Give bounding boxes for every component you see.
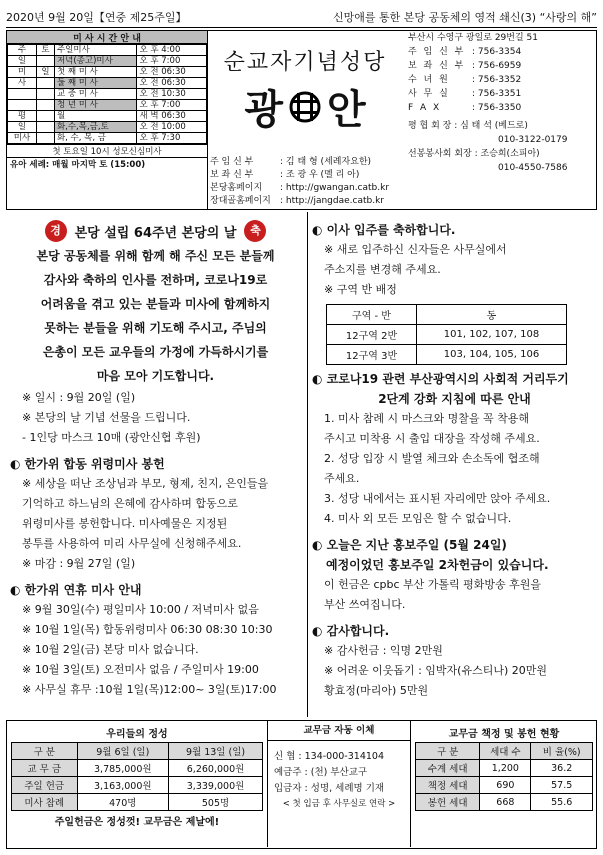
thanks-details xyxy=(308,641,597,701)
media-sunday-title-2: 예정이었던 홍보주일 2차헌금이 있습니다. xyxy=(326,558,549,572)
mass-cell: 미사 xyxy=(8,133,37,144)
table-cell: 36.2 xyxy=(531,760,593,777)
transfer-line: 신 협 : 134-000-314104 xyxy=(274,751,385,762)
mass-row xyxy=(8,45,207,56)
guideline-line: 4. 미사 외 모든 모임은 할 수 없습니다. xyxy=(324,512,512,525)
top-bar xyxy=(6,6,597,28)
anniversary-details xyxy=(6,388,305,448)
table-cell: 3,785,000원 xyxy=(77,760,169,777)
detail-line: ※ 9월 30일(수) 평일미사 10:00 / 저녁미사 없음 xyxy=(22,603,259,616)
contact-number: : 756-6959 xyxy=(472,61,522,71)
detail-line: ※ 10월 3일(토) 오전미사 없음 / 주일미사 19:00 xyxy=(22,663,259,676)
contact-row xyxy=(408,59,598,73)
infant-baptism: 유아 세례: 매월 마지막 토 (15:00) xyxy=(7,157,207,171)
mass-cell: 월 xyxy=(54,111,137,122)
table-cell: 690 xyxy=(480,777,531,794)
bottom-panel xyxy=(6,720,597,849)
mass-cell: 오 후 7:00 xyxy=(137,56,207,67)
dues-status-box xyxy=(415,725,593,811)
priest-value: : http://gwangan.catb.kr xyxy=(280,183,390,193)
mass-row xyxy=(8,133,207,144)
offering-box xyxy=(11,725,263,828)
service-president: 선봉봉사회 회장 : 조승희(소피아) xyxy=(408,149,540,159)
table-cell: 57.5 xyxy=(531,777,593,794)
transfer-line: 예금주 : (천) 부산교구 xyxy=(274,767,368,778)
priest-value: : http://jangdae.catb.kr xyxy=(280,196,385,206)
detail-line: ※ 사무실 휴무 :10월 1일(목)12:00~ 3일(토)17:00 xyxy=(22,683,277,696)
anniversary-header xyxy=(6,220,305,242)
mass-cell: 일 xyxy=(37,67,55,78)
anniversary-title: 본당 설립 64주년 본당의 날 xyxy=(74,225,237,241)
mass-cell: 사 xyxy=(8,78,37,89)
priest-label: 본당홈페이지 xyxy=(210,183,263,193)
detail-line: 황효정(마리아) 5만원 xyxy=(324,684,429,697)
message-line: 마음 모아 기도합니다. xyxy=(96,369,215,383)
table-cell: 3,163,000원 xyxy=(77,777,169,794)
priest-info xyxy=(210,156,402,208)
mass-cell xyxy=(37,122,55,133)
mass-cell: 오 후 4:00 xyxy=(137,45,207,56)
council-phone: 010-3122-0179 xyxy=(498,135,568,145)
contact-number: : 756-3351 xyxy=(472,89,522,99)
covid-guidelines xyxy=(308,409,597,529)
table-cell: 1,200 xyxy=(480,760,531,777)
contact-row xyxy=(408,101,598,115)
district-cell: 103, 104, 105, 106 xyxy=(417,345,567,365)
guideline-line: 주세요. xyxy=(324,472,360,485)
district-header: 구역 - 반 xyxy=(327,305,417,325)
detail-line: ※ 마감 : 9월 27일 (일) xyxy=(22,557,136,570)
contact-row xyxy=(408,87,598,101)
district-cell: 12구역 2반 xyxy=(327,325,417,345)
mass-cell xyxy=(37,56,55,67)
move-in-title: ◐ 이사 입주를 축하합니다. xyxy=(312,223,456,237)
transfer-note: < 첫 입금 후 사무실로 연락 > xyxy=(282,799,396,809)
motto: 신망애를 통한 본당 공동체의 영적 쇄신(3) “사랑의 해” xyxy=(333,10,597,24)
mass-row xyxy=(8,56,207,67)
message-line: 본당 공동체를 위해 함께 해 주신 모든 분들께 xyxy=(36,249,275,263)
media-sunday-title-1: ◐ 오늘은 지난 홍보주일 (5월 24일) xyxy=(312,538,507,552)
service-phone: 010-4550-7586 xyxy=(498,163,568,173)
detail-line: - 1인당 마스크 10매 (광안신협 후원) xyxy=(22,431,201,444)
mass-cell: 토 xyxy=(37,45,55,56)
table-cell: 교 무 금 xyxy=(12,760,78,777)
contact-number: : 756-3352 xyxy=(472,75,522,85)
mass-cell: 청 년 미 사 xyxy=(54,100,137,111)
mass-schedule xyxy=(7,31,208,209)
priest-value: : 조 광 우 (멜 리 아) xyxy=(280,170,360,180)
mass-cell xyxy=(37,78,55,89)
table-cell: 55.6 xyxy=(531,794,593,811)
table-header: 비 율(%) xyxy=(531,743,593,760)
transfer-line: 입금자 : 성명, 세례명 기재 xyxy=(274,783,385,794)
contact-label: 사 무 실 xyxy=(408,89,450,99)
thanks-title: ◐ 감사합니다. xyxy=(312,624,390,638)
contact-number: : 756-3350 xyxy=(472,103,522,113)
detail-line: ※ 구역 반 배정 xyxy=(324,283,397,296)
district-cell: 12구역 3반 xyxy=(327,345,417,365)
table-header: 세대 수 xyxy=(480,743,531,760)
offering-table xyxy=(11,742,263,811)
priest-label: 주 임 신 부 xyxy=(210,157,254,167)
offering-title: 우리들의 정성 xyxy=(106,729,168,740)
priest-row xyxy=(210,169,402,182)
holiday-mass-details xyxy=(6,600,305,700)
dues-title: 교무금 책정 및 봉헌 현황 xyxy=(448,729,560,740)
mass-cell: 주 xyxy=(8,45,37,56)
mass-title: 미 사 시 간 안 내 xyxy=(7,31,207,44)
covid-title-1: ◐ 코로나19 관련 부산광역시의 사회적 거리두기 xyxy=(312,372,569,386)
detail-line: 봉투를 사용하여 미리 사무실에 신청해주세요. xyxy=(22,537,242,550)
table-cell: 668 xyxy=(480,794,531,811)
mass-cell: 일 xyxy=(8,56,37,67)
detail-line: ※ 세상을 떠난 조상님과 부모, 형제, 친지, 은인들을 xyxy=(22,477,269,490)
celebration-badge-2: 축 xyxy=(244,220,266,242)
priest-value: : 김 태 형 (세례자요한) xyxy=(280,157,372,167)
guideline-line: 2. 성당 입장 시 발열 체크와 손소독에 협조해 xyxy=(324,452,540,465)
table-cell: 3,339,000원 xyxy=(169,777,263,794)
contact-label: 수 녀 원 xyxy=(408,75,450,85)
message-line: 어려움을 겪고 있는 분들과 미사에 함께하지 xyxy=(40,297,271,311)
mass-row xyxy=(8,111,207,122)
detail-line: ※ 어려운 이웃돕기 : 임박자(유스티나) 20만원 xyxy=(324,664,548,677)
detail-line: ※ 본당의 날 기념 선물을 드립니다. xyxy=(22,411,191,424)
guideline-line: 1. 미사 참례 시 마스크와 명찰을 꼭 착용해 xyxy=(324,412,529,425)
mass-cell xyxy=(37,100,55,111)
mass-cell: 화,수,목,금,토 xyxy=(54,122,137,133)
offering-footer: 주일헌금은 정성껏! 교무금은 제날에! xyxy=(54,817,220,828)
mass-cell: 오 후 7:30 xyxy=(137,133,207,144)
table-cell: 미사 참례 xyxy=(12,794,78,811)
celebration-badge-1: 경 xyxy=(45,220,67,242)
contact-label: F A X xyxy=(408,103,442,113)
table-cell: 470명 xyxy=(77,794,169,811)
mass-cell: 교 중 미 사 xyxy=(54,89,137,100)
priest-row xyxy=(210,156,402,169)
logo-char-2: 안 xyxy=(327,86,366,133)
holiday-mass-title: ◐ 한가위 연휴 미사 안내 xyxy=(10,583,142,597)
priest-label: 보 좌 신 부 xyxy=(210,170,254,180)
media-sunday-details xyxy=(308,575,597,615)
transfer-title: 교무금 자동 이체 xyxy=(268,721,410,741)
mass-cell: 새 벽 06:30 xyxy=(137,111,207,122)
table-cell: 주일 헌금 xyxy=(12,777,78,794)
detail-line: 기억하고 하느님의 은혜에 감사하며 합동으로 xyxy=(22,497,238,510)
logo-char-1: 광 xyxy=(244,86,283,133)
mass-cell: 주일미사 xyxy=(54,45,137,56)
contact-number: : 756-3354 xyxy=(472,47,522,57)
detail-line: 부산 쓰여집니다. xyxy=(324,598,406,611)
mass-cell: 오 전 10:30 xyxy=(137,89,207,100)
mass-cell xyxy=(37,111,55,122)
district-cell: 101, 102, 107, 108 xyxy=(417,325,567,345)
detail-line: ※ 10월 1일(목) 합동위령미사 06:30 08:30 10:30 xyxy=(22,623,273,636)
issue-date: 2020년 9월 20일【연중 제25주일】 xyxy=(6,10,187,24)
message-line: 은총이 모든 교우들의 가정에 가득하시기를 xyxy=(42,345,269,359)
mass-cell: 첫 째 미 사 xyxy=(54,67,137,78)
mass-cell xyxy=(8,100,37,111)
detail-line: 이 헌금은 cpbc 부산 가톨릭 평화방송 후원을 xyxy=(324,578,542,591)
contact-label: 주 임 신 부 xyxy=(408,47,466,57)
mass-row xyxy=(8,78,207,89)
mass-cell: 오 후 7:00 xyxy=(137,100,207,111)
mass-cell: 일 xyxy=(8,122,37,133)
detail-line: ※ 10월 2일(금) 본당 미사 없습니다. xyxy=(22,643,199,656)
left-column xyxy=(6,212,305,717)
contact-info xyxy=(402,31,598,209)
mass-cell: 미 xyxy=(8,67,37,78)
priest-row xyxy=(210,195,402,208)
table-cell: 6,260,000원 xyxy=(169,760,263,777)
address: 부산시 수영구 광일로 29번길 51 xyxy=(408,33,538,43)
mass-cell: 저녁(종고)미사 xyxy=(54,56,137,67)
mass-cell xyxy=(37,133,55,144)
guideline-line: 주시고 미착용 시 출입 대장을 작성해 주세요. xyxy=(324,432,540,445)
right-column xyxy=(307,212,597,717)
mass-cell: 둘 째 미 사 xyxy=(54,78,137,89)
mass-table xyxy=(7,44,207,144)
priest-row xyxy=(210,182,402,195)
contact-row xyxy=(408,45,598,59)
move-in-details xyxy=(308,240,597,300)
dues-table xyxy=(415,742,593,811)
message-line: 못하는 분들을 위해 기도해 주시고, 주님의 xyxy=(44,321,267,335)
header-box xyxy=(6,30,597,210)
memorial-mass-details xyxy=(6,474,305,574)
mass-row xyxy=(8,100,207,111)
district-table xyxy=(326,304,567,365)
council-president: 평 협 회 장 : 심 태 석 (베드로) xyxy=(408,121,528,131)
priest-label: 장대골홈페이지 xyxy=(210,196,271,206)
anniversary-message xyxy=(6,244,305,388)
mass-row xyxy=(8,67,207,78)
mass-row xyxy=(8,89,207,100)
cross-emblem-icon xyxy=(283,85,327,129)
mass-cell: 오 전 06:30 xyxy=(137,67,207,78)
district-header: 동 xyxy=(417,305,567,325)
mass-cell: 오 전 10:00 xyxy=(137,122,207,133)
guideline-line: 3. 성당 내에서는 표시된 자리에만 앉아 주세요. xyxy=(324,492,551,505)
message-line: 감사와 축하의 인사를 전하며, 코로나19로 xyxy=(43,273,268,287)
mass-row xyxy=(8,122,207,133)
mass-cell: 평 xyxy=(8,111,37,122)
table-cell: 봉헌 세대 xyxy=(416,794,480,811)
detail-line: ※ 일시 : 9월 20일 (일) xyxy=(22,391,136,404)
detail-line: 위령미사를 봉헌합니다. 미사예물은 지정된 xyxy=(22,517,228,530)
first-saturday: 첫 토요일 10시 성모신심미사 xyxy=(7,144,207,157)
parish-name: 순교자기념성당 xyxy=(223,50,387,75)
table-header: 구 분 xyxy=(12,743,78,760)
table-cell: 책정 세대 xyxy=(416,777,480,794)
table-header: 9월 6일 (일) xyxy=(77,743,169,760)
detail-line: ※ 감사헌금 : 익명 2만원 xyxy=(324,644,443,657)
table-header: 9월 13일 (일) xyxy=(169,743,263,760)
table-cell: 수계 세대 xyxy=(416,760,480,777)
contact-label: 보 좌 신 부 xyxy=(408,61,466,71)
memorial-mass-title: ◐ 한가위 합동 위령미사 봉헌 xyxy=(10,457,165,471)
mass-cell: 화, 수, 목, 금 xyxy=(54,133,137,144)
table-cell: 505명 xyxy=(169,794,263,811)
detail-line: 주소지를 변경해 주세요. xyxy=(324,263,441,276)
covid-title-2: 2단계 강화 지침에 따른 안내 xyxy=(378,392,531,406)
mass-cell: 오 전 06:30 xyxy=(137,78,207,89)
table-header: 구 분 xyxy=(416,743,480,760)
auto-transfer-box xyxy=(267,721,411,847)
mass-cell xyxy=(8,89,37,100)
detail-line: ※ 새로 입주하신 신자들은 사무실에서 xyxy=(324,243,507,256)
mass-cell xyxy=(37,89,55,100)
parish-logo xyxy=(210,31,400,149)
contact-row xyxy=(408,73,598,87)
